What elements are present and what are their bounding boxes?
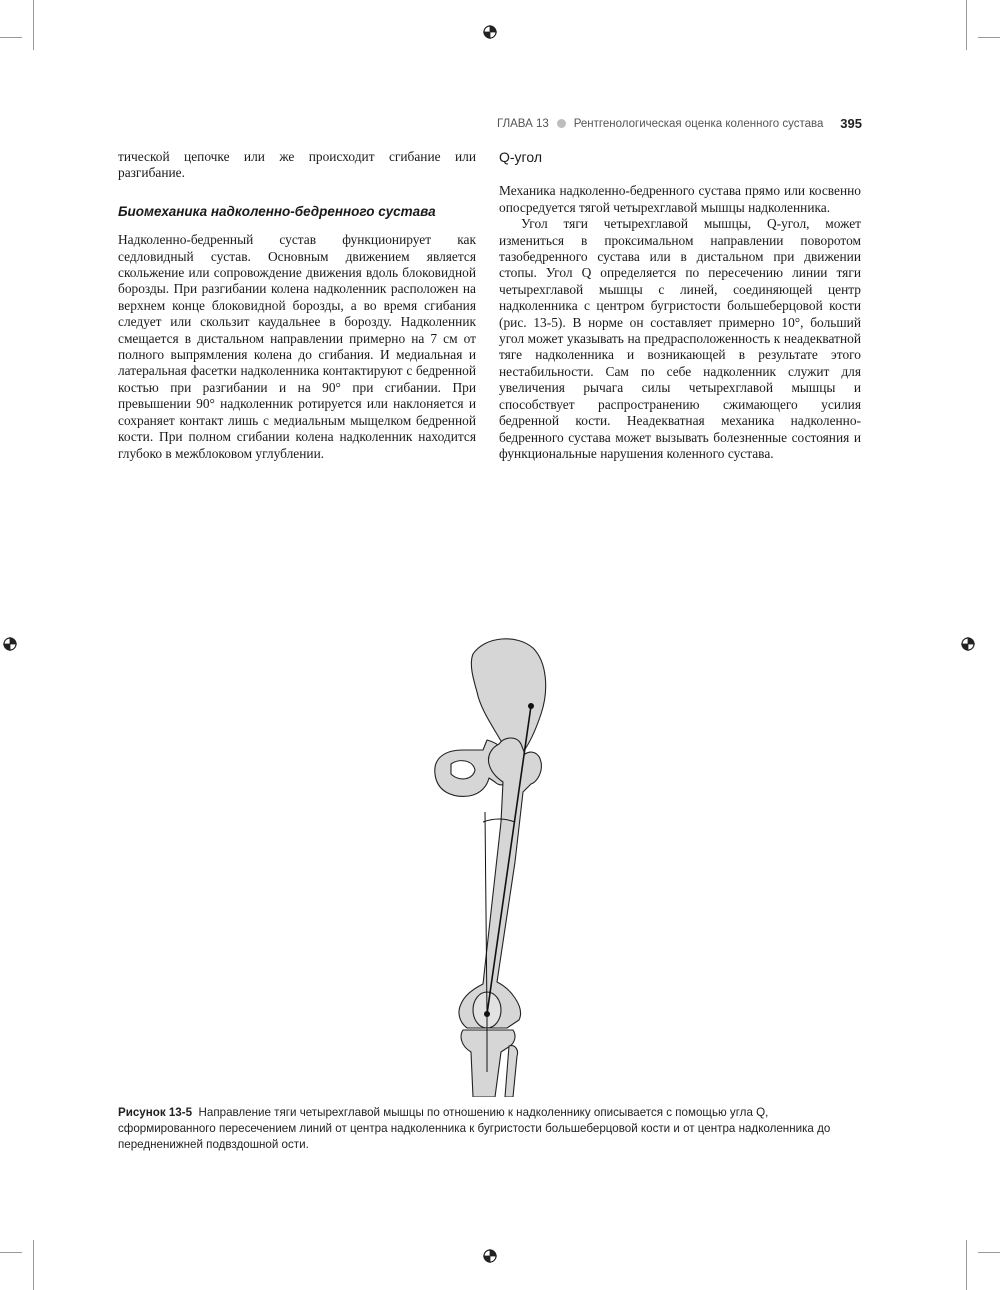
section-heading: Q-угол bbox=[499, 149, 542, 165]
crop-mark bbox=[978, 37, 1000, 38]
asis-point bbox=[528, 703, 534, 709]
body-paragraph: Угол тяги четырехглавой мышцы, Q-угол, может измениться в проксимальном направлении поворотом тазобедренного сустава или в дистальном при движении стопы. Угол Q определяется по пересечению линии тяги четырехглавой мышцы с линей, соединяющей центр надколенника с центром бугристости большеберцовой кости (рис. 13-5). В норме он составляет примерно 10°, больший угол может указывать на предрасположенность к неадекватной тяге надколенника и возникающей в результате этого нестабильности. Сам по себе надколенник служит для увеличения рычага силы четырехглавой мышцы и способствует распространению сжимающего усилия бедренной кости. Неадекватная механика надколенно-бедренного сустава может вызывать болезненные состояния и функциональные нарушения коленного сустава. bbox=[499, 216, 861, 461]
crop-mark bbox=[0, 37, 22, 38]
registration-mark-icon bbox=[483, 1249, 497, 1263]
right-column bbox=[499, 149, 861, 462]
patella-center-point bbox=[484, 1011, 490, 1017]
registration-mark-icon bbox=[483, 25, 497, 39]
page-number: 395 bbox=[840, 116, 862, 131]
continuation-paragraph: тической цепочке или же происходит сгибание или разгибание. bbox=[118, 149, 476, 181]
fibula-bone bbox=[505, 1046, 518, 1097]
body-paragraph: Механика надколенно-бедренного сустава прямо или косвенно опосредуется тягой четырехглавой мышцы надколенника. bbox=[499, 183, 861, 215]
figure-caption-text: Направление тяги четырехглавой мышцы по отношению к надколеннику описывается с помощью угла Q, сформированного пересечением линий от центра надколенника к бугристости большеберцовой кости и от центра надколенника до передненижней подвздошной ости. bbox=[118, 1106, 831, 1151]
crop-mark bbox=[978, 1252, 1000, 1253]
registration-mark-icon bbox=[3, 637, 17, 651]
crop-mark bbox=[966, 0, 967, 50]
crop-mark bbox=[33, 1240, 34, 1290]
left-column bbox=[118, 149, 476, 462]
crop-mark bbox=[0, 1252, 22, 1253]
crop-mark bbox=[33, 0, 34, 50]
bullet-icon bbox=[557, 119, 566, 128]
figure-caption bbox=[118, 1105, 863, 1153]
figure-label: Рисунок 13-5 bbox=[118, 1106, 193, 1119]
body-paragraph: Надколенно-бедренный сустав функционирует как седловидный сустав. Основным движением является скольжение или сопровождение движения вдоль блоковидной борозды. При разгибании колена надколенник расположен на верхнем конце блоковидной борозды, а во время сгибания следует или скользит каудальнее в борозду. Надколенник смещается в дистальном направлении примерно на 7 см от полного выпрямления колена до сгибания. И медиальная и латеральная фасетки надколенника контактируют с бедренной костью при разгибании и на 90° при сгибании. При превышении 90° надколенник ротируется или наклоняется и сохраняет контакт лишь с медиальным мыщелком бедренной кости. При полном сгибании колена надколенник находится глубоко в межблоковом углублении. bbox=[118, 232, 476, 461]
registration-mark-icon bbox=[961, 637, 975, 651]
running-head bbox=[497, 116, 862, 131]
section-heading: Биомеханика надколенно-бедренного сустава bbox=[118, 203, 436, 219]
chapter-label: ГЛАВА 13 bbox=[497, 117, 549, 130]
chapter-title: Рентгенологическая оценка коленного сустава bbox=[573, 117, 824, 130]
crop-mark bbox=[966, 1240, 967, 1290]
q-angle-figure bbox=[425, 632, 575, 1097]
